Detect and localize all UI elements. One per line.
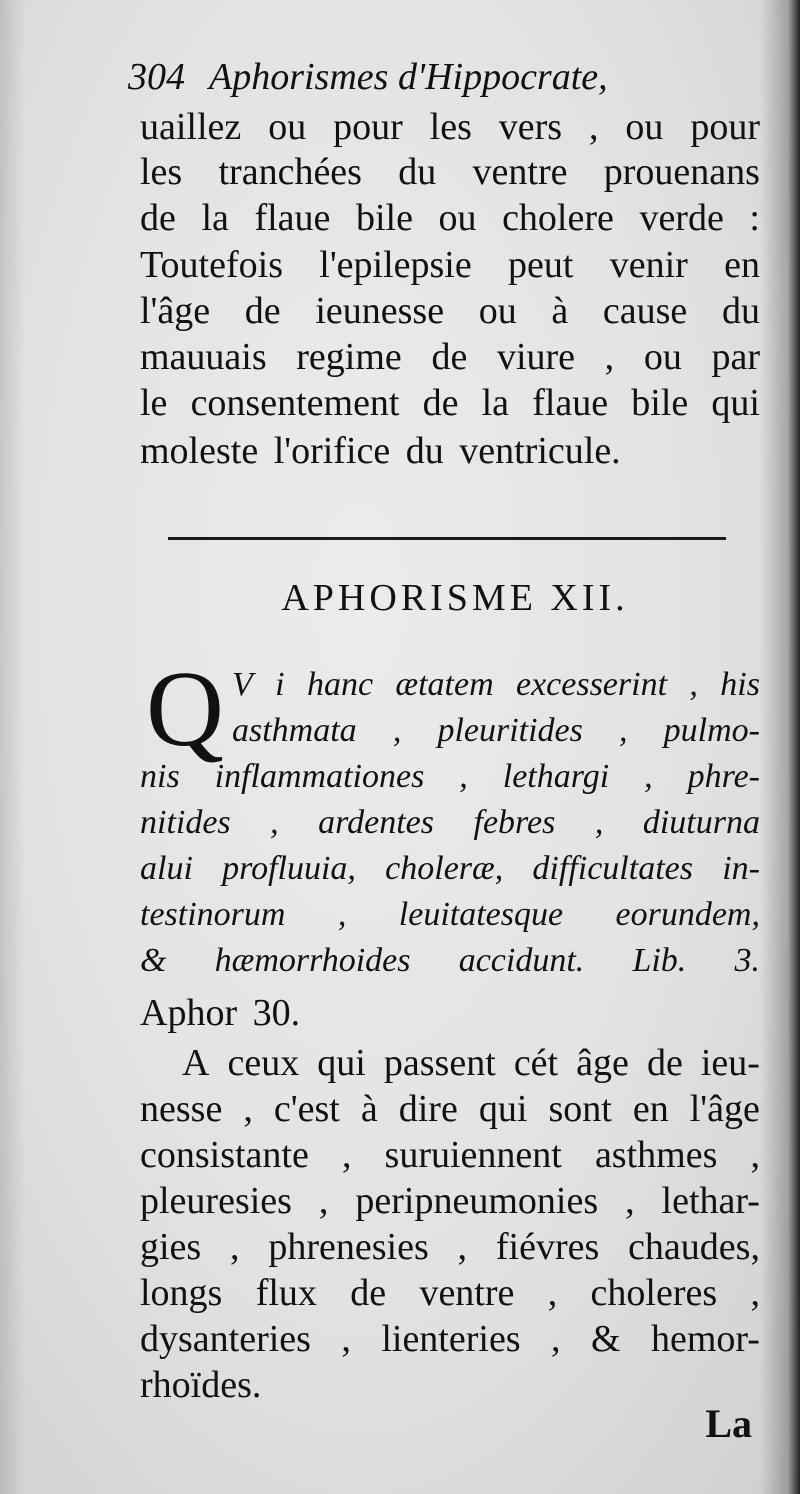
- commentary-line: uaillez ou pour les vers , ou pour: [140, 106, 760, 148]
- commentary-line: mauuais regime de viure , ou par: [140, 336, 760, 378]
- commentary-line: pleuresies , peripneumonies , lethar-: [140, 1180, 760, 1222]
- commentary-line: A ceux qui passent cét âge de ieu-: [182, 1042, 760, 1084]
- running-header: [128, 58, 688, 96]
- aphorism-line: nitides , ardentes febres , diuturna: [140, 804, 760, 841]
- aphorism-heading: APHORISME XII.: [281, 577, 629, 619]
- aphorism-line: asthmata , pleuritides , pulmo-: [232, 712, 760, 749]
- commentary-line: longs flux de ventre , choleres ,: [140, 1272, 760, 1314]
- commentary-line: moleste l'orifice du ventricule.: [140, 430, 621, 472]
- commentary-line: les tranchées du ventre prouenans: [140, 151, 760, 193]
- page-edge-shadow: [760, 0, 800, 1494]
- aphorism-line: nis inflammationes , lethargi , phre-: [140, 758, 760, 795]
- drop-cap: Q: [146, 650, 224, 769]
- aphorism-line: V i hanc ætatem excesserint , his: [232, 666, 760, 703]
- commentary-line: gies , phrenesies , fiévres chaudes,: [140, 1226, 760, 1268]
- catchword: La: [705, 1401, 752, 1446]
- aphorism-line: & hæmorrhoides accidunt. Lib. 3.: [140, 942, 760, 979]
- page-number: 304: [128, 56, 185, 98]
- aphorism-line: Aphor 30.: [140, 992, 301, 1034]
- commentary-line: de la flaue bile ou cholere verde :: [140, 197, 760, 239]
- commentary-line: Toutefois l'epilepsie peut venir en: [140, 244, 760, 286]
- section-rule: [168, 537, 726, 540]
- running-title: Aphorismes d'Hippocrate,: [209, 56, 608, 98]
- commentary-line: dysanteries , lienteries , & hemor-: [140, 1318, 760, 1360]
- aphorism-line: alui profluuia, choleræ, difficultates in-: [140, 850, 760, 887]
- commentary-line: rhoïdes.: [140, 1364, 262, 1406]
- page-gutter-shadow: [0, 0, 25, 1494]
- commentary-line: le consentement de la flaue bile qui: [140, 382, 760, 424]
- commentary-line: consistante , suruiennent asthmes ,: [140, 1134, 760, 1176]
- commentary-line: l'âge de ieunesse ou à cause du: [140, 290, 760, 332]
- commentary-line: nesse , c'est à dire qui sont en l'âge: [140, 1088, 760, 1130]
- aphorism-line: testinorum , leuitatesque eorundem,: [140, 896, 760, 933]
